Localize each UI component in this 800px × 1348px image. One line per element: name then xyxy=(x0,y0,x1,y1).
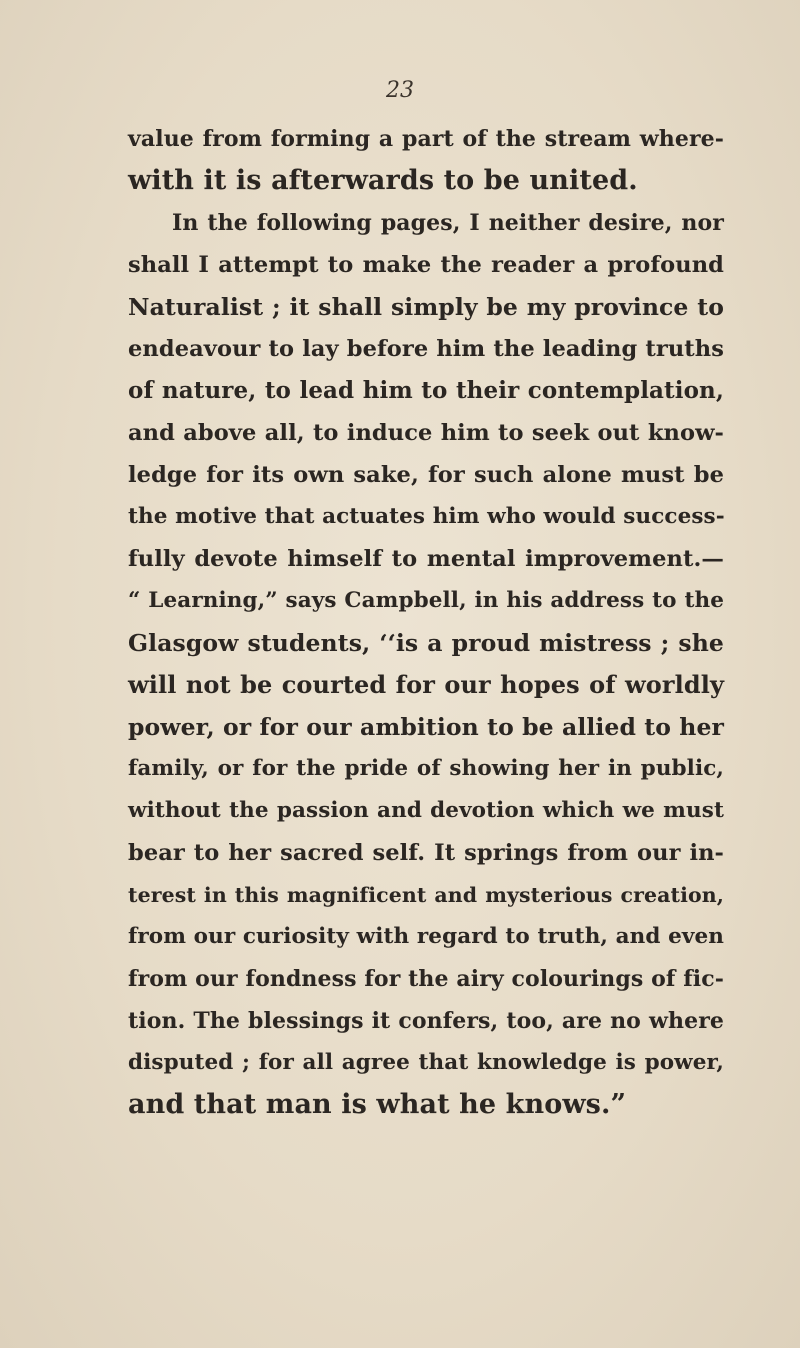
text-line: and above all, to induce him to seek out know- xyxy=(128,420,724,446)
text-line: endeavour to lay before him the leading truths xyxy=(128,336,724,362)
text-line: ledge for its own sake, for such alone must be xyxy=(128,462,724,488)
text-line: of nature, to lead him to their contemplation, xyxy=(128,377,724,404)
text-line: from our curiosity with regard to truth, and even xyxy=(128,924,724,949)
text-line: “ Learning,” says Campbell, in his address to the xyxy=(128,588,724,613)
text-line: from our fondness for the airy colourings of fic- xyxy=(128,966,724,992)
text-line: Glasgow students, ‘‘is a proud mistress ; she xyxy=(128,629,724,657)
text-line: family, or for the pride of showing her in public, xyxy=(128,756,724,781)
text-line: shall I attempt to make the reader a profound xyxy=(128,252,724,278)
text-line: value from forming a part of the stream where- xyxy=(128,126,724,152)
text-line: fully devote himself to mental improvement.— xyxy=(128,546,724,572)
text-line: without the passion and devotion which we must xyxy=(128,798,724,823)
text-line: Naturalist ; it shall simply be my province to xyxy=(128,293,724,321)
text-line: and that man is what he knows.” xyxy=(128,1089,627,1120)
page-number: 23 xyxy=(386,78,414,103)
text-line: disputed ; for all agree that knowledge is power, xyxy=(128,1050,724,1075)
text-line: bear to her sacred self. It springs from our in- xyxy=(128,840,724,866)
text-line: power, or for our ambition to be allied to her xyxy=(128,713,724,741)
text-line: In the following pages, I neither desire, nor xyxy=(172,210,724,236)
body-text xyxy=(128,118,724,1126)
text-line: with it is afterwards to be united. xyxy=(128,165,638,196)
text-line: terest in this magnificent and mysterious creation, xyxy=(128,883,724,907)
text-line: tion. The blessings it confers, too, are no where xyxy=(128,1008,724,1034)
text-line: will not be courted for our hopes of worldly xyxy=(128,670,724,699)
text-line: the motive that actuates him who would success- xyxy=(128,504,725,529)
